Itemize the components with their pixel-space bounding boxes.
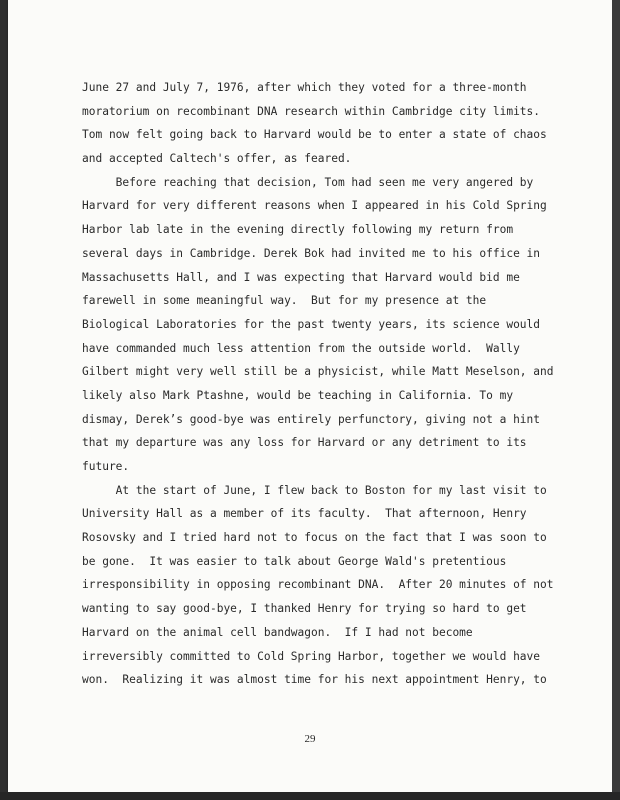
text-line: University Hall as a member of its faculty. That afternoon, Henry <box>82 507 527 521</box>
text-line: irresponsibility in opposing recombinant DNA. After 20 minutes of not <box>82 578 554 592</box>
text-line: Harbor lab late in the evening directly following my return from <box>82 223 514 237</box>
body-text <box>82 76 554 692</box>
text-line: Massachusetts Hall, and I was expecting that Harvard would bid me <box>82 270 520 284</box>
text-line: be gone. It was easier to talk about George Wald's pretentious <box>82 554 507 568</box>
text-line: likely also Mark Ptashne, would be teaching in California. To my <box>82 388 514 402</box>
text-line: Biological Laboratories for the past twenty years, its science would <box>82 317 541 331</box>
text-line: Gilbert might very well still be a physicist, while Matt Meselson, and <box>82 365 554 379</box>
text-line: Tom now felt going back to Harvard would be to enter a state of chaos <box>82 128 547 142</box>
text-line: that my departure was any loss for Harvard or any detriment to its <box>82 436 527 450</box>
page-edge-shadow <box>612 0 620 792</box>
text-line: Harvard for very different reasons when I appeared in his Cold Spring <box>82 199 547 213</box>
text-line: several days in Cambridge. Derek Bok had invited me to his office in <box>82 246 541 260</box>
text-line: wanting to say good-bye, I thanked Henry for trying so hard to get <box>82 602 527 616</box>
text-line: Before reaching that decision, Tom had seen me very angered by <box>82 175 534 189</box>
text-line: Harvard on the animal cell bandwagon. If I had not become <box>82 625 473 639</box>
page-number: 29 <box>304 733 316 745</box>
text-line: won. Realizing it was almost time for his next appointment Henry, to <box>82 673 547 687</box>
text-line: moratorium on recombinant DNA research within Cambridge city limits. <box>82 104 541 118</box>
text-line: dismay, Derek’s good-bye was entirely perfunctory, giving not a hint <box>82 412 541 426</box>
text-line: future. <box>82 460 130 473</box>
text-line: Rosovsky and I tried hard not to focus on the fact that I was soon to <box>82 531 547 545</box>
page-bottom-shadow <box>0 792 620 800</box>
text-line: irreversibly committed to Cold Spring Harbor, together we would have <box>82 649 541 663</box>
text-line: farewell in some meaningful way. But for my presence at the <box>82 294 487 308</box>
text-line: June 27 and July 7, 1976, after which they voted for a three-month <box>82 81 527 94</box>
text-line: have commanded much less attention from the outside world. Wally <box>82 341 520 355</box>
text-line: and accepted Caltech's offer, as feared. <box>82 152 352 166</box>
text-line: At the start of June, I flew back to Boston for my last visit to <box>82 483 547 497</box>
